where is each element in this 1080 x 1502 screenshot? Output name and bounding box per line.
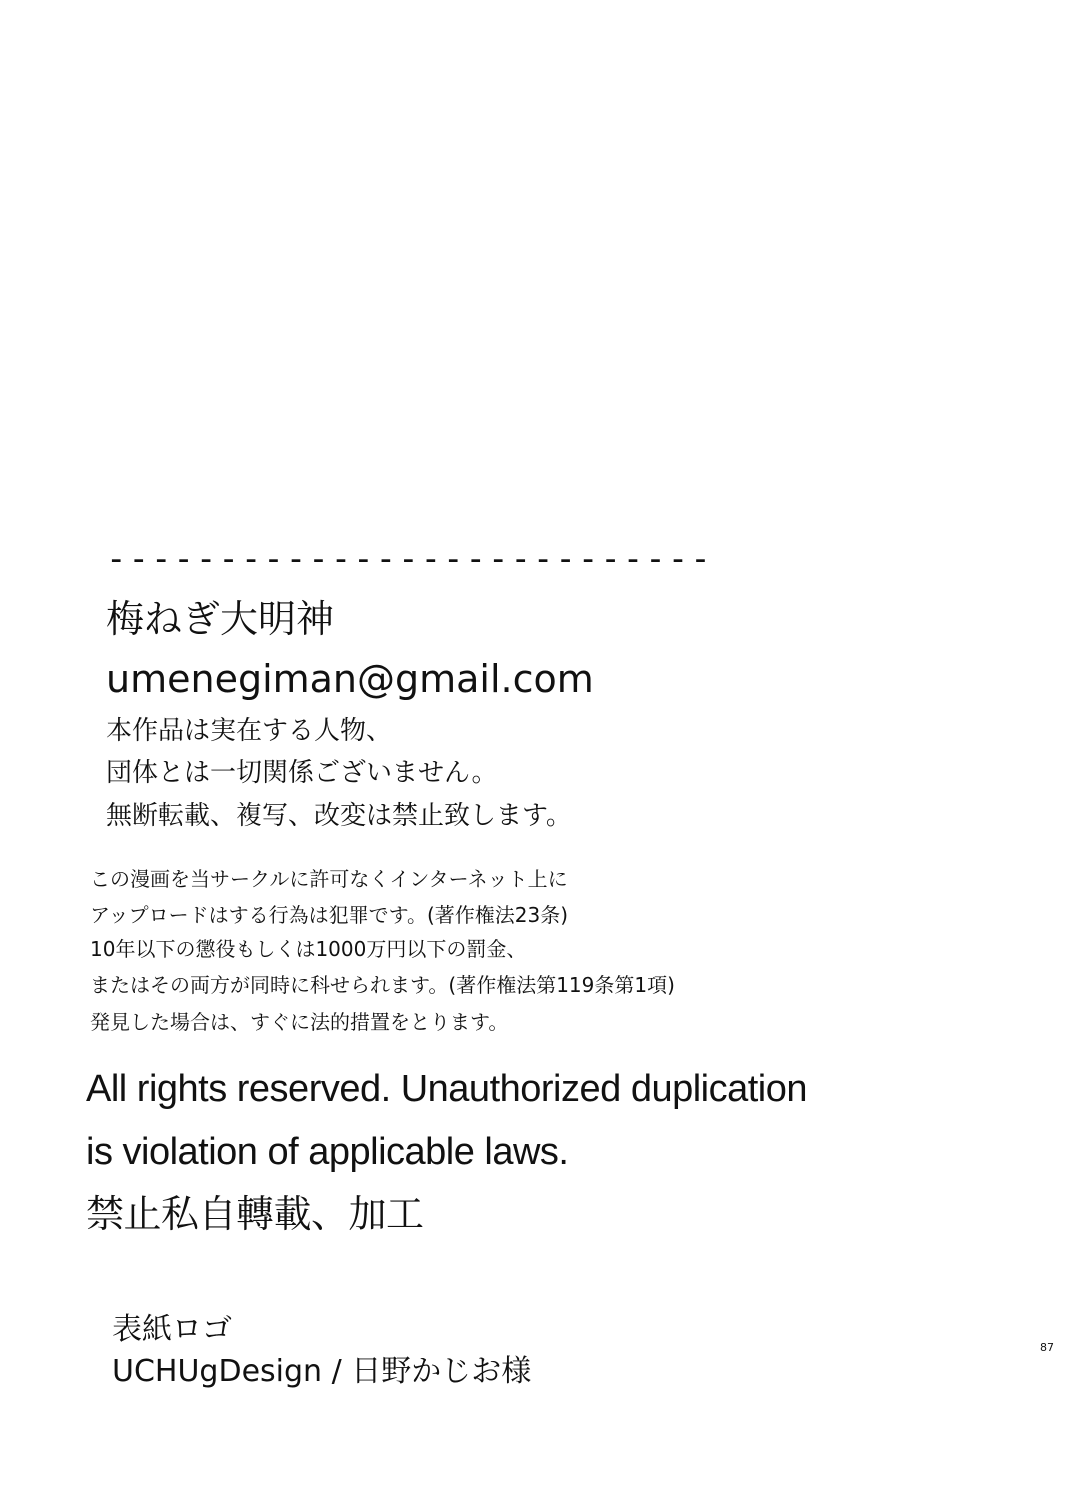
author-name: 梅ねぎ大明神	[106, 597, 335, 641]
legal-warning-line: 10年以下の懲役もしくは1000万円以下の罰金、	[90, 937, 527, 961]
rights-statement-line: is violation of applicable laws.	[86, 1131, 569, 1173]
page-number: 87	[1040, 1341, 1054, 1354]
rights-statement-line: All rights reserved. Unauthorized duplication	[86, 1068, 808, 1110]
notice-line: 無断転載、複写、改変は禁止致します。	[106, 801, 572, 831]
legal-warning-line: この漫画を当サークルに許可なくインターネット上に	[90, 867, 568, 891]
legal-warning-line: アップロードはする行為は犯罪です。(著作権法23条)	[90, 903, 569, 927]
cover-logo-credit-label: 表紙ロゴ	[112, 1312, 232, 1347]
notice-line: 本作品は実在する人物、	[106, 716, 393, 746]
rights-statement-line: 禁止私自轉載、加工	[86, 1192, 424, 1236]
cover-logo-credit-name: UCHUgDesign / 日野かじお様	[112, 1354, 532, 1389]
legal-warning-line: 発見した場合は、すぐに法的措置をとります。	[90, 1010, 509, 1034]
legal-warning-line: またはその両方が同時に科せられます。(著作権法第119条第1項)	[90, 973, 675, 997]
divider-line: ---------------------------	[106, 539, 713, 579]
notice-line: 団体とは一切関係ございません。	[106, 758, 498, 788]
author-email: umenegiman@gmail.com	[106, 657, 594, 701]
